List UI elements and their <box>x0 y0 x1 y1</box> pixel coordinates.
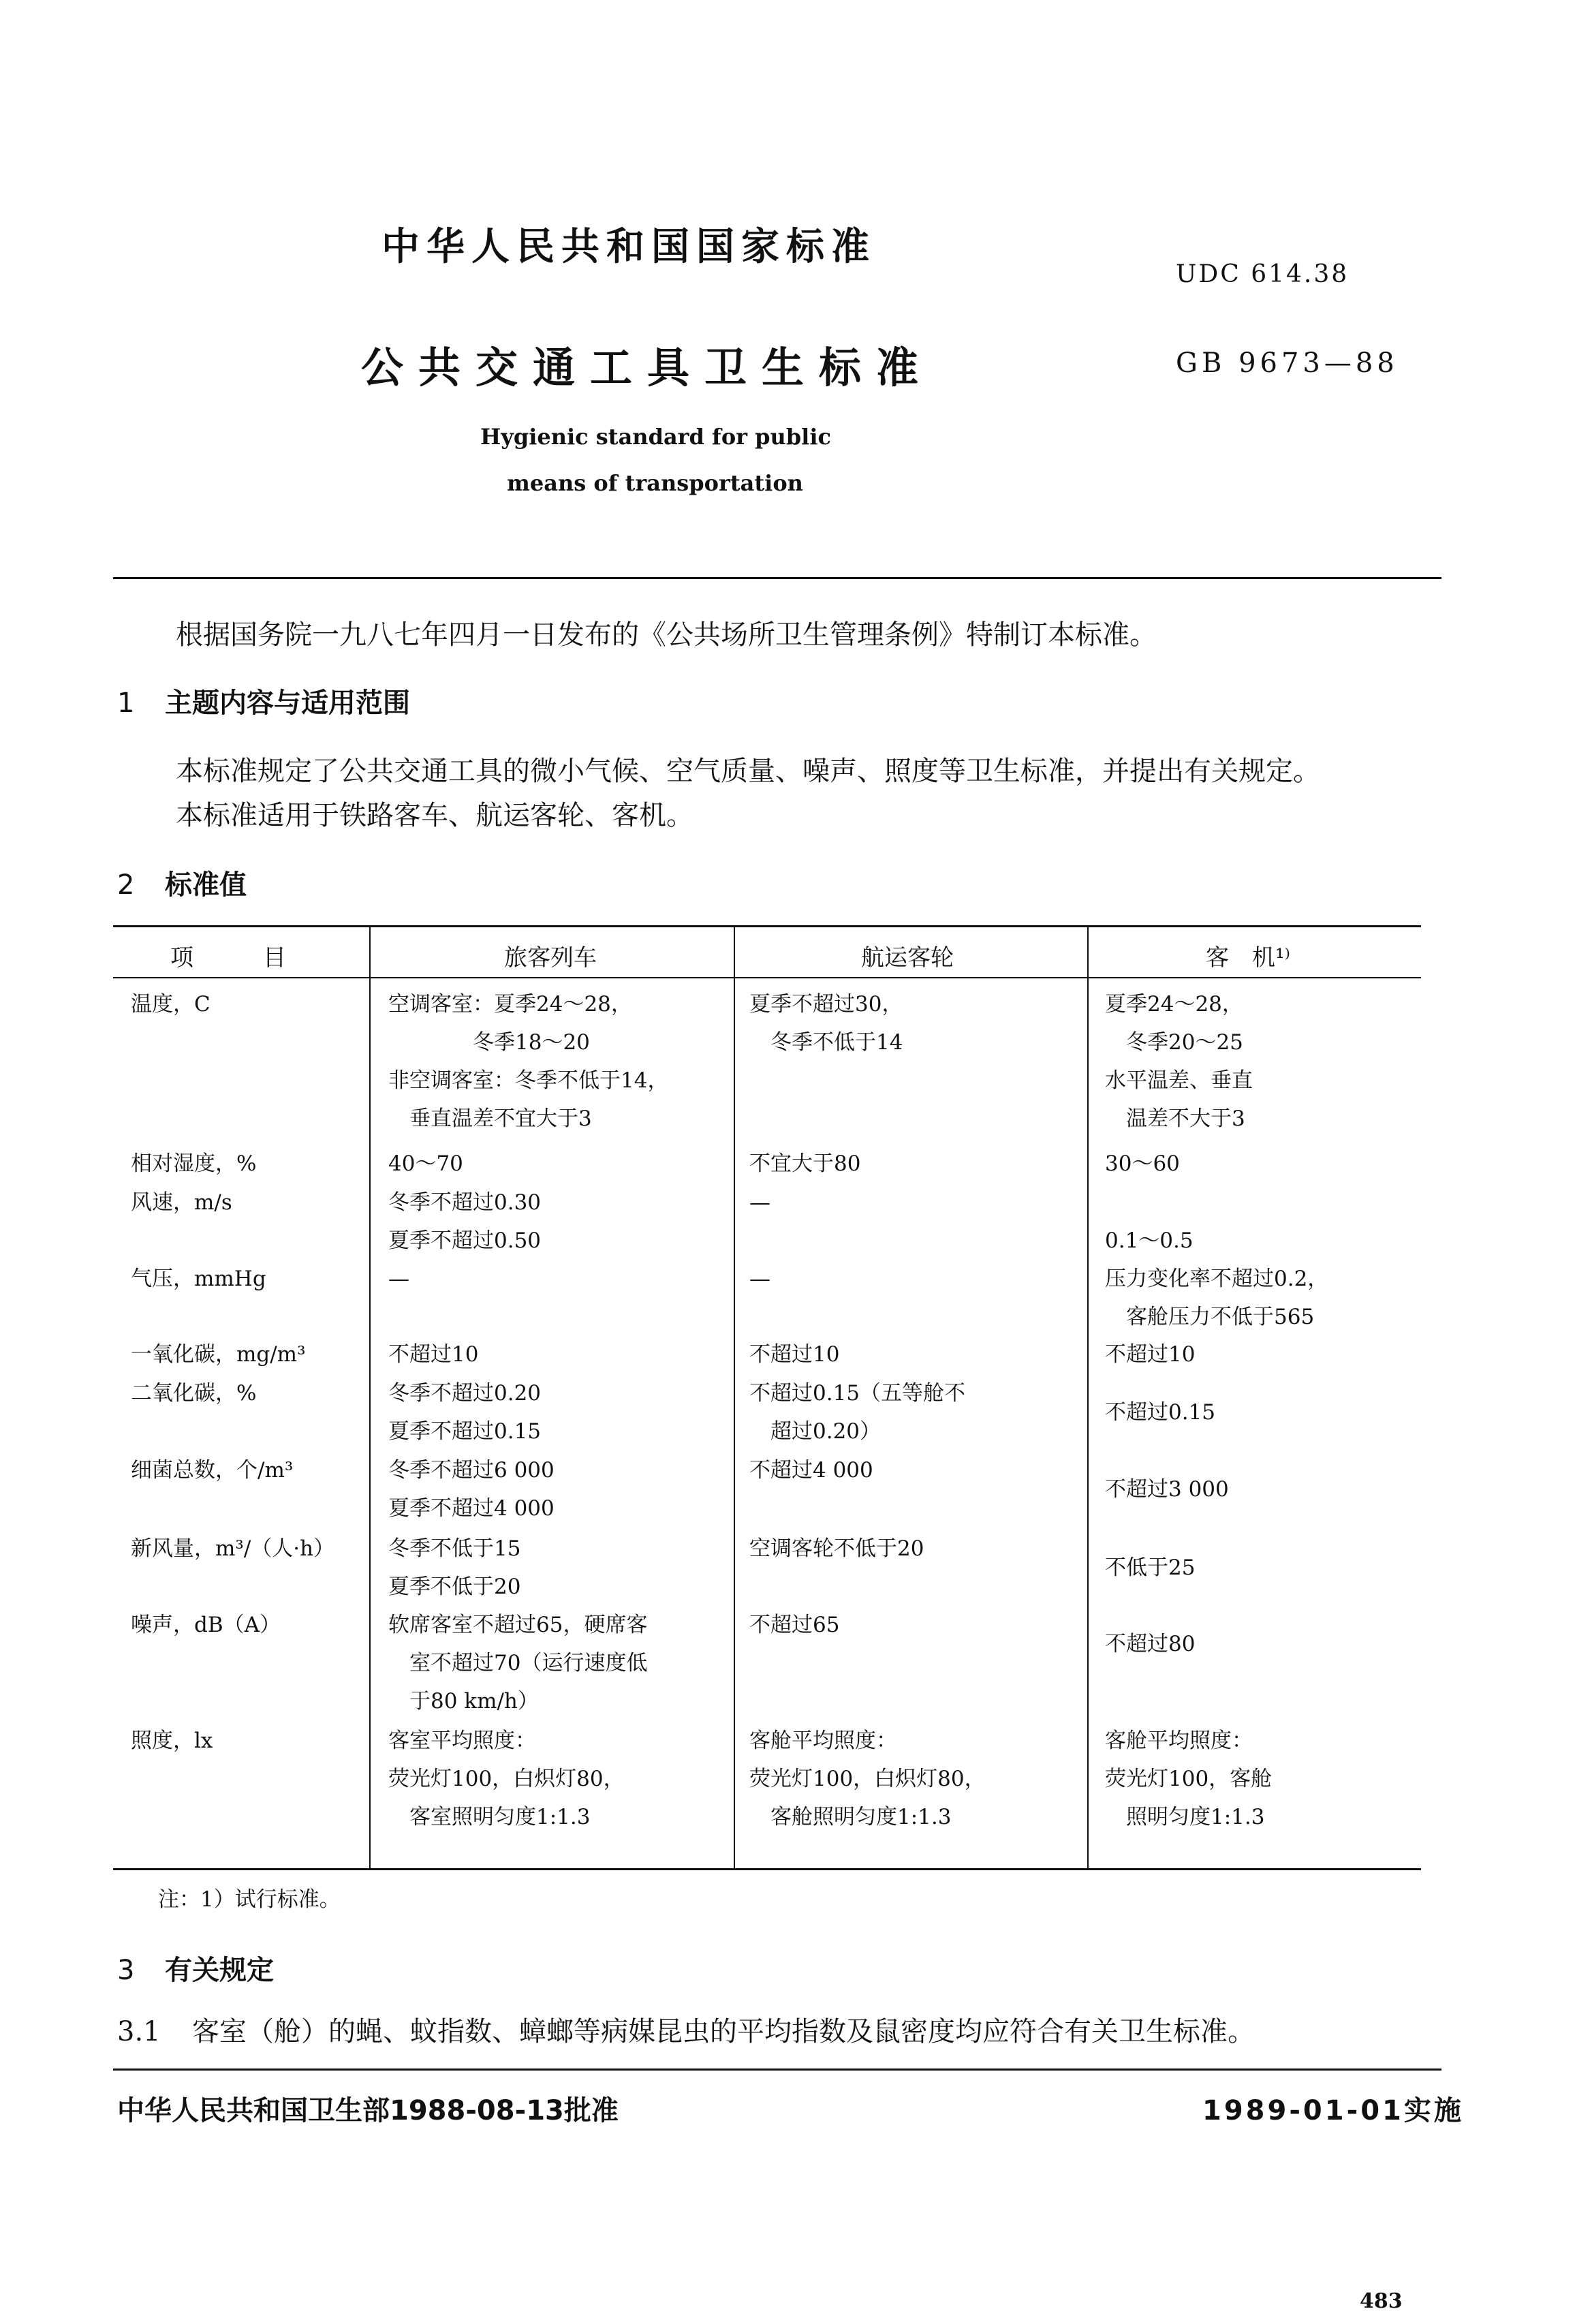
table-header-plane: 客 机¹⁾ <box>1206 944 1290 972</box>
section-1-title: 主题内容与适用范围 <box>165 687 410 719</box>
table-cell-ship: 夏季不超过30， <box>749 992 903 1017</box>
table-cell-train: 空调客室：夏季24～28， <box>388 992 632 1017</box>
footer-rule <box>113 2069 1441 2071</box>
table-cell-plane: 压力变化率不超过0.2， <box>1105 1267 1329 1291</box>
gb-code: GB 9673—88 <box>1176 347 1399 379</box>
section-1-para-1: 本标准规定了公共交通工具的微小气候、空气质量、噪声、照度等卫生标准，并提出有关规定。 <box>176 756 1320 787</box>
effective-date: 1989-01-01实施 <box>1202 2095 1464 2126</box>
document-title: 公共交通工具卫生标准 <box>361 343 934 392</box>
table-cell-ship: 不超过10 <box>749 1342 840 1367</box>
section-1-number: 1 <box>117 687 135 719</box>
clause-3-1-text: 客室（舱）的蝇、蚊指数、蟑螂等病媒昆虫的平均指数及鼠密度均应符合有关卫生标准。 <box>192 2016 1255 2047</box>
table-cell-ship: 不超过4 000 <box>749 1458 873 1483</box>
table-cell-ship: — <box>749 1267 770 1291</box>
table-cell-item: 气压，mmHg <box>131 1267 266 1291</box>
clause-3-1 <box>117 2010 1255 2049</box>
table-cell-plane: 不低于25 <box>1105 1555 1196 1580</box>
table-cell-ship: 荧光灯100，白炽灯80， <box>749 1767 986 1791</box>
table-header-item: 项 目 <box>170 944 286 972</box>
table-note: 注：1）试行标准。 <box>158 1887 341 1912</box>
table-cell-plane: 不超过3 000 <box>1105 1477 1229 1502</box>
table-cell-train: 夏季不超过4 000 <box>388 1496 555 1521</box>
table-cell-item: 相对湿度，% <box>131 1151 257 1176</box>
table-bottom-border <box>113 1868 1421 1870</box>
table-cell-ship: 客舱照明匀度1:1.3 <box>749 1805 952 1829</box>
table-cell-plane: 不超过10 <box>1105 1342 1196 1367</box>
table-cell-train: 夏季不超过0.50 <box>388 1228 542 1253</box>
table-cell-train: 冬季18～20 <box>388 1030 590 1055</box>
table-cell-item: 一氧化碳，mg/m³ <box>131 1342 306 1367</box>
table-cell-item: 温度，C <box>131 992 210 1017</box>
table-cell-item: 新风量，m³/（人·h） <box>131 1536 335 1561</box>
table-col-divider-2 <box>734 925 735 1870</box>
section-1-heading <box>117 681 410 720</box>
section-3-heading <box>117 1949 274 1987</box>
section-3-number: 3 <box>117 1955 135 1986</box>
table-cell-train: 于80 km/h） <box>388 1689 539 1714</box>
table-cell-ship: — <box>749 1190 770 1215</box>
table-top-border <box>113 925 1421 927</box>
table-cell-train: 非空调客室：冬季不低于14， <box>388 1068 669 1093</box>
page-number: 483 <box>1360 2289 1403 2313</box>
table-cell-ship: 不超过65 <box>749 1613 840 1637</box>
table-cell-ship: 不宜大于80 <box>749 1151 861 1176</box>
table-cell-plane: 温差不大于3 <box>1105 1106 1245 1131</box>
table-header-train: 旅客列车 <box>504 944 597 972</box>
table-cell-train: 冬季不超过6 000 <box>388 1458 555 1483</box>
table-cell-item: 细菌总数，个/m³ <box>131 1458 294 1483</box>
table-cell-plane: 客舱平均照度： <box>1105 1729 1253 1753</box>
table-cell-train: — <box>388 1267 409 1291</box>
section-2-heading <box>117 863 247 902</box>
section-2-number: 2 <box>117 869 135 901</box>
table-cell-ship: 空调客轮不低于20 <box>749 1536 924 1561</box>
table-cell-plane: 照明匀度1:1.3 <box>1105 1805 1265 1829</box>
english-title-line1: Hygienic standard for public <box>480 424 831 450</box>
approval-line: 中华人民共和国卫生部1988-08-13批准 <box>117 2095 619 2126</box>
table-cell-train: 垂直温差不宜大于3 <box>388 1106 592 1131</box>
standard-name: 中华人民共和国国家标准 <box>381 225 876 269</box>
english-title-line2: means of transportation <box>507 470 803 496</box>
table-cell-plane: 水平温差、垂直 <box>1105 1068 1253 1093</box>
table-cell-train: 夏季不超过0.15 <box>388 1419 542 1444</box>
table-cell-train: 不超过10 <box>388 1342 479 1367</box>
table-cell-train: 冬季不超过0.30 <box>388 1190 542 1215</box>
table-col-divider-1 <box>369 925 371 1870</box>
table-cell-ship: 冬季不低于14 <box>749 1030 903 1055</box>
table-cell-item: 噪声，dB（A） <box>131 1613 281 1637</box>
table-cell-plane: 冬季20～25 <box>1105 1030 1243 1055</box>
section-1-para-2: 本标准适用于铁路客车、航运客轮、客机。 <box>176 800 693 831</box>
section-3-title: 有关规定 <box>165 1955 274 1986</box>
table-cell-ship: 不超过0.15（五等舱不 <box>749 1381 966 1406</box>
table-cell-train: 冬季不超过0.20 <box>388 1381 542 1406</box>
table-col-divider-3 <box>1087 925 1089 1870</box>
table-cell-plane: 夏季24～28， <box>1105 992 1243 1017</box>
table-cell-train: 冬季不低于15 <box>388 1536 521 1561</box>
intro-paragraph: 根据国务院一九八七年四月一日发布的《公共场所卫生管理条例》特制订本标准。 <box>176 619 1157 651</box>
table-cell-train: 荧光灯100，白炽灯80， <box>388 1767 625 1791</box>
table-cell-train: 室不超过70（运行速度低 <box>388 1651 648 1675</box>
table-cell-train: 夏季不低于20 <box>388 1575 521 1599</box>
clause-3-1-number: 3.1 <box>117 2016 161 2047</box>
section-2-title: 标准值 <box>165 869 247 901</box>
table-header-border <box>113 977 1421 978</box>
table-header-ship: 航运客轮 <box>861 944 954 972</box>
table-cell-item: 照度，lx <box>131 1729 213 1753</box>
table-cell-plane: 不超过0.15 <box>1105 1400 1216 1425</box>
table-cell-plane: 30～60 <box>1105 1151 1180 1176</box>
table-cell-plane: 荧光灯100，客舱 <box>1105 1767 1273 1791</box>
table-cell-ship: 客舱平均照度： <box>749 1729 897 1753</box>
table-cell-plane: 客舱压力不低于565 <box>1105 1305 1315 1329</box>
table-cell-train: 客室平均照度： <box>388 1729 536 1753</box>
table-cell-item: 二氧化碳，% <box>131 1381 257 1406</box>
table-cell-train: 软席客室不超过65，硬席客 <box>388 1613 648 1637</box>
table-cell-item: 风速，m/s <box>131 1190 232 1215</box>
table-cell-train: 客室照明匀度1:1.3 <box>388 1805 591 1829</box>
table-cell-ship: 超过0.20） <box>749 1419 882 1444</box>
header-rule <box>113 577 1441 579</box>
table-cell-plane: 0.1～0.5 <box>1105 1228 1194 1253</box>
table-cell-plane: 不超过80 <box>1105 1632 1196 1656</box>
udc-code: UDC 614.38 <box>1176 260 1350 288</box>
table-cell-train: 40～70 <box>388 1151 463 1176</box>
